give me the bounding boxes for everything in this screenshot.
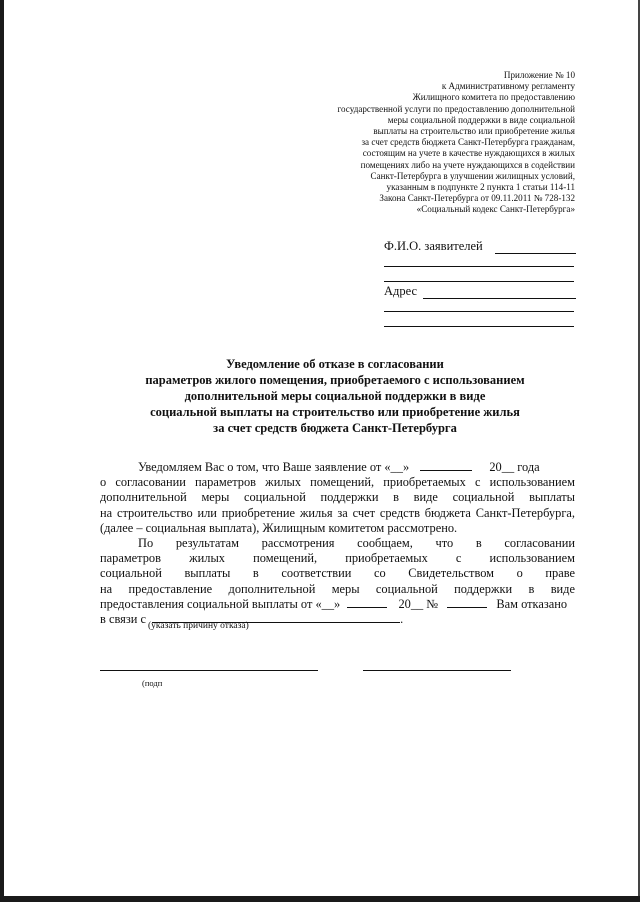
appendix-line: меры социальной поддержки в виде социальной — [387, 114, 575, 125]
body-line: (далее – социальная выплата), Жилищным комитетом рассмотрено. — [100, 520, 458, 535]
date-blank — [347, 597, 387, 608]
appendix-header — [275, 70, 575, 216]
appendix-line: к Административному регламенту — [441, 81, 575, 92]
address-row — [384, 285, 576, 299]
title-line: дополнительной меры социальной поддержки в виде — [184, 389, 486, 403]
address-blank-line — [423, 287, 576, 299]
body-text-segment: 20__ № — [398, 596, 439, 611]
appendix-line: «Социальный кодекс Санкт-Петербурга» — [416, 204, 575, 215]
appendix-line: Санкт-Петербурга в улучшении жилищных условий, — [370, 170, 575, 181]
body-line — [100, 460, 575, 475]
appendix-line: государственной услуги по предоставлению дополнительной — [337, 103, 575, 114]
date-blank — [420, 460, 472, 471]
address-blank-line-3 — [384, 326, 574, 327]
title-line: за счет средств бюджета Санкт-Петербурга — [213, 421, 457, 435]
address-label: Адрес — [384, 284, 418, 298]
appendix-line: выплаты на строительство или приобретение жилья — [373, 126, 575, 137]
body-line: параметров жилых помещений, приобретаемых с использованием — [100, 551, 575, 566]
address-blank-line-2 — [384, 311, 574, 312]
body-line: дополнительной меры социальной поддержки в виде социальной выплаты — [100, 490, 575, 505]
body-text-segment: Вам отказано — [496, 596, 568, 611]
fio-row — [384, 240, 576, 254]
appendix-line: Закона Санкт-Петербурга от 09.11.2011 № 728-132 — [379, 193, 575, 204]
applicant-block — [384, 240, 576, 327]
body-line: на предоставление дополнительной меры социальной поддержки в виде — [100, 581, 575, 596]
appendix-line: Жилищного комитета по предоставлению — [412, 92, 575, 103]
appendix-line: помещениях либо на учете нуждающихся в содействии — [360, 159, 575, 170]
body-text-segment: в связи с — [100, 612, 146, 627]
body-text-segment: Уведомляем Вас о том, что Ваше заявление от «__» — [138, 460, 410, 474]
fio-label: Ф.И.О. заявителей — [384, 239, 483, 253]
body-line: о согласовании параметров жилых помещений, приобретаемых с использованием — [100, 475, 575, 490]
appendix-line: состоящим на учете в качестве нуждающихся в жилых — [362, 148, 575, 159]
body-line — [100, 597, 575, 612]
scan-border-left — [0, 0, 4, 902]
body-line: на строительство или приобретение жилья за счет средств бюджета Санкт-Петербурга, — [100, 505, 575, 520]
title-line: социальной выплаты на строительство или приобретение жилья — [150, 405, 520, 419]
title-line: параметров жилого помещения, приобретаемого с использованием — [145, 373, 525, 387]
body-text-segment: . — [400, 612, 404, 627]
signature-caption: (подп — [142, 678, 163, 688]
body-text-segment: предоставления социальной выплаты от «__» — [100, 596, 341, 611]
signature-line — [100, 670, 318, 671]
notice-body — [100, 460, 575, 627]
notice-title — [80, 356, 590, 436]
name-line — [363, 670, 511, 671]
number-blank — [447, 597, 487, 608]
appendix-line: указанным в подпункте 2 пункта 1 статьи 114-11 — [386, 182, 575, 193]
reason-caption: (указать причину отказа) — [148, 621, 249, 631]
appendix-line: за счет средств бюджета Санкт-Петербурга гражданам, — [361, 137, 575, 148]
body-line: По результатам рассмотрения сообщаем, что в согласовании — [138, 536, 575, 551]
title-line: Уведомление об отказе в согласовании — [226, 357, 444, 371]
fio-blank-line-2 — [384, 266, 574, 267]
body-line: социальной выплаты в соответствии со Свидетельством о праве — [100, 566, 575, 581]
fio-blank-line-3 — [384, 281, 574, 282]
fio-blank-line — [495, 242, 576, 254]
scan-border-bottom — [0, 896, 640, 902]
appendix-line: Приложение № 10 — [503, 70, 575, 80]
body-text-segment: 20__ года — [489, 460, 540, 474]
